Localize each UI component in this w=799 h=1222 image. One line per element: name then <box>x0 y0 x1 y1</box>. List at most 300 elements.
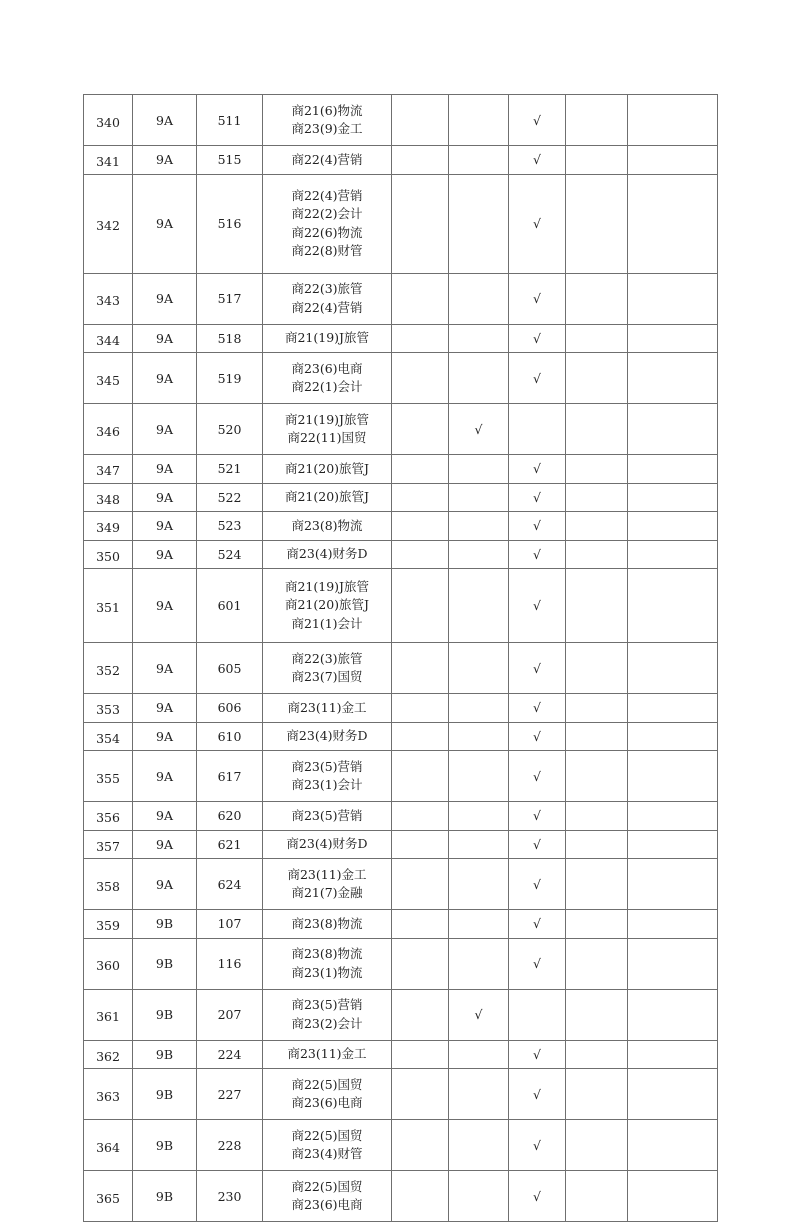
column-9-cell <box>628 146 718 175</box>
column-9-cell <box>628 273 718 324</box>
column-8-cell <box>566 910 628 939</box>
room-cell: 511 <box>197 95 263 146</box>
row-number-cell: 348 <box>84 483 133 512</box>
class-name: 商22(3)旅管 <box>291 281 363 296</box>
classes-cell <box>263 1120 392 1171</box>
column-9-cell <box>628 1171 718 1222</box>
column-5-cell <box>392 569 449 643</box>
classes-cell <box>263 643 392 694</box>
table-row <box>84 938 718 989</box>
column-8-cell <box>566 722 628 751</box>
classes-cell <box>263 859 392 910</box>
row-number-cell: 345 <box>84 353 133 404</box>
building-cell: 9B <box>133 1120 197 1171</box>
column-9-cell <box>628 694 718 723</box>
column-8-cell <box>566 694 628 723</box>
column-8-cell <box>566 569 628 643</box>
table-row <box>84 802 718 831</box>
column-5-cell <box>392 273 449 324</box>
room-allocation-table <box>83 94 718 1222</box>
column-6-cell <box>449 802 509 831</box>
column-7-cell <box>509 989 566 1040</box>
column-7-cell: √ <box>509 751 566 802</box>
column-5-cell <box>392 751 449 802</box>
table-row <box>84 751 718 802</box>
column-9-cell <box>628 643 718 694</box>
classes-cell <box>263 174 392 273</box>
class-name: 商23(9)金工 <box>291 121 363 136</box>
building-cell: 9B <box>133 989 197 1040</box>
class-name: 商23(8)物流 <box>291 517 363 533</box>
classes-cell <box>263 569 392 643</box>
building-cell: 9A <box>133 95 197 146</box>
table-row <box>84 1171 718 1222</box>
building-cell: 9A <box>133 146 197 175</box>
column-8-cell <box>566 1120 628 1171</box>
class-name: 商23(8)物流 <box>291 915 363 931</box>
table-row <box>84 455 718 484</box>
table-row <box>84 483 718 512</box>
column-6-cell <box>449 569 509 643</box>
column-7-cell: √ <box>509 353 566 404</box>
column-6-cell <box>449 830 509 859</box>
building-cell: 9B <box>133 910 197 939</box>
classes-cell <box>263 95 392 146</box>
column-9-cell <box>628 483 718 512</box>
column-7-cell: √ <box>509 569 566 643</box>
column-5-cell <box>392 512 449 541</box>
column-6-cell <box>449 483 509 512</box>
building-cell: 9A <box>133 802 197 831</box>
building-cell: 9A <box>133 643 197 694</box>
class-name: 商23(6)电商 <box>291 1095 363 1110</box>
column-9-cell <box>628 404 718 455</box>
building-cell: 9A <box>133 859 197 910</box>
room-cell: 620 <box>197 802 263 831</box>
column-7-cell: √ <box>509 1120 566 1171</box>
column-8-cell <box>566 859 628 910</box>
column-6-cell <box>449 455 509 484</box>
column-5-cell <box>392 455 449 484</box>
column-5-cell <box>392 540 449 569</box>
class-name: 商23(5)营销 <box>291 807 363 823</box>
column-7-cell: √ <box>509 324 566 353</box>
building-cell: 9A <box>133 512 197 541</box>
class-name: 商23(11)金工 <box>287 699 367 715</box>
classes-cell <box>263 1171 392 1222</box>
class-name: 商22(4)营销 <box>291 151 363 167</box>
column-8-cell <box>566 1069 628 1120</box>
column-9-cell <box>628 353 718 404</box>
column-5-cell <box>392 146 449 175</box>
class-name: 商21(19)J旅管 <box>284 330 370 345</box>
classes-cell <box>263 910 392 939</box>
column-9-cell <box>628 455 718 484</box>
column-6-cell <box>449 859 509 910</box>
column-8-cell <box>566 830 628 859</box>
column-6-cell: √ <box>449 404 509 455</box>
class-name: 商23(11)金工 <box>287 1046 367 1061</box>
class-name: 商23(4)财务D <box>286 836 368 851</box>
classes-cell <box>263 938 392 989</box>
column-7-cell: √ <box>509 95 566 146</box>
column-7-cell: √ <box>509 830 566 859</box>
column-9-cell <box>628 989 718 1040</box>
column-7-cell: √ <box>509 146 566 175</box>
column-5-cell <box>392 95 449 146</box>
column-6-cell <box>449 353 509 404</box>
building-cell: 9A <box>133 353 197 404</box>
room-cell: 228 <box>197 1120 263 1171</box>
column-9-cell <box>628 910 718 939</box>
column-6-cell <box>449 324 509 353</box>
class-name: 商23(4)财务D <box>286 728 368 743</box>
room-cell: 601 <box>197 569 263 643</box>
room-cell: 523 <box>197 512 263 541</box>
column-5-cell <box>392 1069 449 1120</box>
class-name: 商23(11)金工 <box>287 866 367 882</box>
table-row <box>84 643 718 694</box>
table-row <box>84 694 718 723</box>
table-row <box>84 859 718 910</box>
table-row <box>84 95 718 146</box>
classes-cell <box>263 1040 392 1069</box>
room-cell: 515 <box>197 146 263 175</box>
column-9-cell <box>628 802 718 831</box>
row-number-cell: 351 <box>84 569 133 643</box>
column-5-cell <box>392 1120 449 1171</box>
column-7-cell: √ <box>509 802 566 831</box>
classes-cell <box>263 512 392 541</box>
column-5-cell <box>392 1040 449 1069</box>
row-number-cell: 344 <box>84 324 133 353</box>
class-name: 商21(20)旅管J <box>284 460 370 476</box>
column-5-cell <box>392 989 449 1040</box>
building-cell: 9A <box>133 722 197 751</box>
table-row <box>84 910 718 939</box>
column-9-cell <box>628 751 718 802</box>
column-7-cell: √ <box>509 174 566 273</box>
column-9-cell <box>628 540 718 569</box>
row-number-cell: 355 <box>84 751 133 802</box>
class-name: 商23(7)国贸 <box>291 669 363 684</box>
column-8-cell <box>566 404 628 455</box>
building-cell: 9B <box>133 1040 197 1069</box>
table-row <box>84 353 718 404</box>
column-7-cell: √ <box>509 910 566 939</box>
column-8-cell <box>566 802 628 831</box>
column-5-cell <box>392 1171 449 1222</box>
row-number-cell: 361 <box>84 989 133 1040</box>
building-cell: 9A <box>133 540 197 569</box>
classes-cell <box>263 540 392 569</box>
room-cell: 617 <box>197 751 263 802</box>
column-6-cell <box>449 540 509 569</box>
row-number-cell: 362 <box>84 1040 133 1069</box>
column-7-cell: √ <box>509 273 566 324</box>
column-6-cell <box>449 146 509 175</box>
column-8-cell <box>566 353 628 404</box>
room-cell: 116 <box>197 938 263 989</box>
class-name: 商23(2)会计 <box>291 1015 363 1031</box>
class-name: 商21(20)旅管J <box>284 489 370 504</box>
column-5-cell <box>392 483 449 512</box>
column-8-cell <box>566 540 628 569</box>
class-name: 商22(6)物流 <box>291 224 363 240</box>
class-name: 商21(20)旅管J <box>284 597 370 613</box>
class-name: 商21(19)J旅管 <box>284 578 370 594</box>
column-5-cell <box>392 643 449 694</box>
column-8-cell <box>566 512 628 541</box>
row-number-cell: 349 <box>84 512 133 541</box>
column-5-cell <box>392 859 449 910</box>
column-6-cell <box>449 643 509 694</box>
row-number-cell: 352 <box>84 643 133 694</box>
column-7-cell: √ <box>509 938 566 989</box>
column-8-cell <box>566 455 628 484</box>
room-cell: 522 <box>197 483 263 512</box>
room-cell: 606 <box>197 694 263 723</box>
table-row <box>84 989 718 1040</box>
building-cell: 9B <box>133 1069 197 1120</box>
class-name: 商22(2)会计 <box>291 206 363 221</box>
classes-cell <box>263 751 392 802</box>
row-number-cell: 343 <box>84 273 133 324</box>
column-6-cell <box>449 910 509 939</box>
column-5-cell <box>392 353 449 404</box>
column-6-cell <box>449 1040 509 1069</box>
column-5-cell <box>392 174 449 273</box>
building-cell: 9A <box>133 455 197 484</box>
column-8-cell <box>566 324 628 353</box>
building-cell: 9A <box>133 830 197 859</box>
column-5-cell <box>392 938 449 989</box>
classes-cell <box>263 830 392 859</box>
classes-cell <box>263 722 392 751</box>
column-6-cell <box>449 938 509 989</box>
row-number-cell: 347 <box>84 455 133 484</box>
column-8-cell <box>566 751 628 802</box>
building-cell: 9A <box>133 273 197 324</box>
row-number-cell: 359 <box>84 910 133 939</box>
class-name: 商21(1)会计 <box>291 615 363 631</box>
column-5-cell <box>392 324 449 353</box>
class-name: 商22(4)营销 <box>291 299 363 315</box>
room-cell: 524 <box>197 540 263 569</box>
column-5-cell <box>392 910 449 939</box>
row-number-cell: 358 <box>84 859 133 910</box>
class-name: 商21(19)J旅管 <box>284 411 370 427</box>
row-number-cell: 365 <box>84 1171 133 1222</box>
row-number-cell: 354 <box>84 722 133 751</box>
classes-cell <box>263 455 392 484</box>
room-cell: 521 <box>197 455 263 484</box>
class-name: 商22(3)旅管 <box>291 650 363 666</box>
class-name: 商23(4)财务D <box>286 546 368 561</box>
class-name: 商23(5)营销 <box>291 997 363 1012</box>
column-7-cell: √ <box>509 1040 566 1069</box>
classes-cell <box>263 404 392 455</box>
table-row <box>84 540 718 569</box>
room-cell: 519 <box>197 353 263 404</box>
table-row <box>84 273 718 324</box>
column-9-cell <box>628 95 718 146</box>
column-6-cell <box>449 1120 509 1171</box>
room-cell: 621 <box>197 830 263 859</box>
table-row <box>84 569 718 643</box>
column-5-cell <box>392 830 449 859</box>
table-row <box>84 174 718 273</box>
column-8-cell <box>566 146 628 175</box>
room-cell: 516 <box>197 174 263 273</box>
class-name: 商22(5)国贸 <box>291 1178 363 1194</box>
column-6-cell <box>449 751 509 802</box>
column-6-cell: √ <box>449 989 509 1040</box>
column-8-cell <box>566 1171 628 1222</box>
row-number-cell: 364 <box>84 1120 133 1171</box>
column-8-cell <box>566 989 628 1040</box>
table-row <box>84 512 718 541</box>
row-number-cell: 340 <box>84 95 133 146</box>
room-cell: 227 <box>197 1069 263 1120</box>
table-row <box>84 830 718 859</box>
column-5-cell <box>392 722 449 751</box>
class-name: 商22(5)国贸 <box>291 1076 363 1092</box>
classes-cell <box>263 802 392 831</box>
column-8-cell <box>566 1040 628 1069</box>
row-number-cell: 341 <box>84 146 133 175</box>
row-number-cell: 346 <box>84 404 133 455</box>
column-9-cell <box>628 1040 718 1069</box>
class-name: 商22(11)国贸 <box>287 430 367 445</box>
classes-cell <box>263 146 392 175</box>
row-number-cell: 356 <box>84 802 133 831</box>
class-name: 商22(1)会计 <box>291 379 363 394</box>
column-6-cell <box>449 722 509 751</box>
column-8-cell <box>566 483 628 512</box>
column-7-cell: √ <box>509 1069 566 1120</box>
column-7-cell: √ <box>509 455 566 484</box>
class-name: 商22(4)营销 <box>291 187 363 203</box>
classes-cell <box>263 483 392 512</box>
row-number-cell: 342 <box>84 174 133 273</box>
room-cell: 518 <box>197 324 263 353</box>
room-cell: 107 <box>197 910 263 939</box>
table-row <box>84 324 718 353</box>
column-7-cell: √ <box>509 694 566 723</box>
row-number-cell: 357 <box>84 830 133 859</box>
room-cell: 605 <box>197 643 263 694</box>
building-cell: 9A <box>133 483 197 512</box>
row-number-cell: 360 <box>84 938 133 989</box>
room-cell: 224 <box>197 1040 263 1069</box>
column-7-cell: √ <box>509 1171 566 1222</box>
table-row <box>84 146 718 175</box>
room-cell: 207 <box>197 989 263 1040</box>
class-name: 商21(7)金融 <box>291 885 363 900</box>
building-cell: 9A <box>133 404 197 455</box>
row-number-cell: 350 <box>84 540 133 569</box>
column-9-cell <box>628 722 718 751</box>
column-7-cell <box>509 404 566 455</box>
building-cell: 9B <box>133 1171 197 1222</box>
building-cell: 9A <box>133 694 197 723</box>
column-8-cell <box>566 938 628 989</box>
column-5-cell <box>392 694 449 723</box>
classes-cell <box>263 324 392 353</box>
classes-cell <box>263 1069 392 1120</box>
column-5-cell <box>392 802 449 831</box>
classes-cell <box>263 353 392 404</box>
column-6-cell <box>449 95 509 146</box>
column-8-cell <box>566 273 628 324</box>
column-9-cell <box>628 830 718 859</box>
column-8-cell <box>566 95 628 146</box>
table-row <box>84 1069 718 1120</box>
building-cell: 9A <box>133 751 197 802</box>
table-body <box>84 95 718 1222</box>
building-cell: 9A <box>133 324 197 353</box>
class-name: 商23(6)电商 <box>291 1197 363 1212</box>
row-number-cell: 353 <box>84 694 133 723</box>
column-7-cell: √ <box>509 540 566 569</box>
class-name: 商23(4)财管 <box>291 1146 363 1161</box>
column-9-cell <box>628 324 718 353</box>
column-5-cell <box>392 404 449 455</box>
class-name: 商22(8)财管 <box>291 243 363 258</box>
class-name: 商23(1)物流 <box>291 964 363 980</box>
table-row <box>84 1120 718 1171</box>
column-6-cell <box>449 1171 509 1222</box>
building-cell: 9B <box>133 938 197 989</box>
column-6-cell <box>449 694 509 723</box>
room-cell: 610 <box>197 722 263 751</box>
column-6-cell <box>449 174 509 273</box>
column-7-cell: √ <box>509 643 566 694</box>
room-cell: 520 <box>197 404 263 455</box>
column-6-cell <box>449 1069 509 1120</box>
table-row <box>84 722 718 751</box>
room-cell: 517 <box>197 273 263 324</box>
column-9-cell <box>628 512 718 541</box>
column-9-cell <box>628 1069 718 1120</box>
class-name: 商21(6)物流 <box>291 102 363 118</box>
room-cell: 624 <box>197 859 263 910</box>
column-9-cell <box>628 174 718 273</box>
column-6-cell <box>449 273 509 324</box>
column-9-cell <box>628 938 718 989</box>
class-name: 商22(5)国贸 <box>291 1127 363 1143</box>
classes-cell <box>263 694 392 723</box>
class-name: 商23(1)会计 <box>291 777 363 792</box>
column-6-cell <box>449 512 509 541</box>
column-9-cell <box>628 569 718 643</box>
column-8-cell <box>566 174 628 273</box>
column-8-cell <box>566 643 628 694</box>
column-7-cell: √ <box>509 483 566 512</box>
room-cell: 230 <box>197 1171 263 1222</box>
column-9-cell <box>628 1120 718 1171</box>
column-9-cell <box>628 859 718 910</box>
classes-cell <box>263 273 392 324</box>
class-name: 商23(5)营销 <box>291 758 363 774</box>
classes-cell <box>263 989 392 1040</box>
table-row <box>84 404 718 455</box>
column-7-cell: √ <box>509 722 566 751</box>
column-7-cell: √ <box>509 512 566 541</box>
class-name: 商23(8)物流 <box>291 946 363 961</box>
building-cell: 9A <box>133 174 197 273</box>
